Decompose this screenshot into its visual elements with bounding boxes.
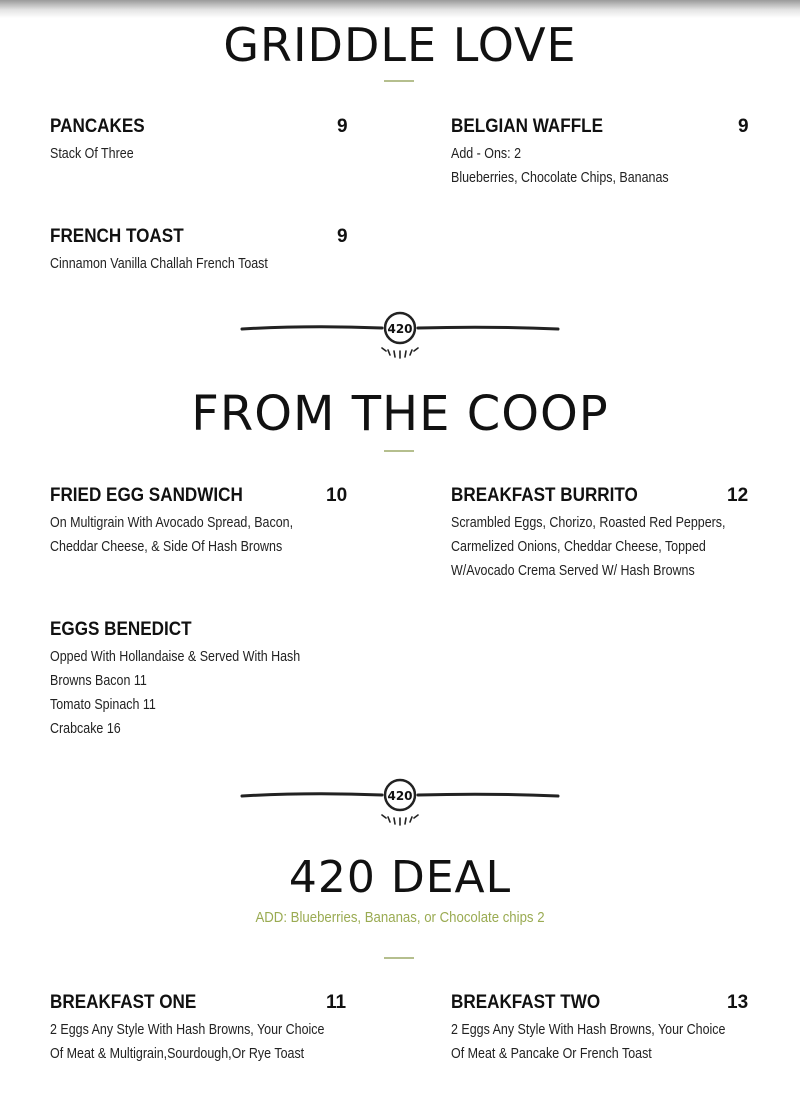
- item-name: BREAKFAST BURRITO: [451, 485, 638, 506]
- section-title-griddle-love: GRIDDLE LOVE: [223, 18, 577, 72]
- item-name: FRENCH TOAST: [50, 226, 184, 247]
- item-name: PANCAKES: [50, 116, 145, 137]
- item-price: 9: [337, 116, 348, 137]
- divider-badge-text: 420: [387, 789, 413, 803]
- section-title-420-deal: 420 DEAL: [288, 852, 512, 903]
- item-name: BREAKFAST TWO: [451, 992, 601, 1013]
- item-name: BELGIAN WAFFLE: [451, 116, 604, 137]
- item-name: FRIED EGG SANDWICH: [50, 485, 243, 506]
- section-divider-ornament: [240, 777, 560, 827]
- item-price: 9: [738, 116, 749, 137]
- item-description: [50, 511, 308, 559]
- add-ons-note: ADD: Blueberries, Bananas, or Chocolate chips 2: [255, 909, 545, 926]
- description-line: Tomato Spinach 11: [50, 697, 156, 713]
- description-line: Scrambled Eggs, Chorizo, Roasted Red Peppers,: [451, 515, 726, 531]
- item-description: [50, 252, 308, 276]
- item-price: 9: [337, 226, 348, 247]
- description-line: Of Meat & Multigrain,Sourdough,Or Rye Toast: [50, 1046, 305, 1062]
- item-price: 12: [727, 485, 749, 506]
- description-line: Cheddar Cheese, & Side Of Hash Browns: [50, 539, 283, 555]
- item-price: 13: [727, 992, 749, 1013]
- item-description: [50, 1018, 325, 1066]
- title-underline: [384, 80, 414, 82]
- description-line: 2 Eggs Any Style With Hash Browns, Your Choice: [50, 1022, 325, 1038]
- description-line: Crabcake 16: [50, 721, 121, 737]
- item-name: EGGS BENEDICT: [50, 619, 192, 640]
- section-divider-ornament: [240, 310, 560, 360]
- item-description: [451, 511, 726, 583]
- description-line: Of Meat & Pancake Or French Toast: [451, 1046, 652, 1062]
- menu-item-breakfast-burrito: [451, 485, 751, 583]
- title-underline: [384, 957, 414, 959]
- description-line: Cinnamon Vanilla Challah French Toast: [50, 256, 268, 272]
- section-title-from-the-coop: FROM THE COOP: [191, 386, 609, 442]
- menu-item-belgian-waffle: [451, 116, 751, 190]
- menu-item-pancakes: [50, 116, 350, 166]
- description-line: W/Avocado Crema Served W/ Hash Browns: [451, 563, 695, 579]
- description-line: On Multigrain With Avocado Spread, Bacon,: [50, 515, 294, 531]
- description-line: Stack Of Three: [50, 146, 134, 162]
- item-price: 11: [326, 992, 347, 1013]
- description-line: Browns Bacon 11: [50, 673, 147, 689]
- item-description: [451, 142, 709, 190]
- menu-item-french-toast: [50, 226, 350, 276]
- description-line: Carmelized Onions, Cheddar Cheese, Topped: [451, 539, 706, 555]
- menu-item-eggs-benedict: [50, 619, 350, 741]
- menu-item-breakfast-one: [50, 992, 350, 1066]
- top-shadow-bar: [0, 0, 800, 18]
- description-line: Blueberries, Chocolate Chips, Bananas: [451, 170, 669, 186]
- menu-item-breakfast-two: [451, 992, 751, 1066]
- description-line: Opped With Hollandaise & Served With Hash: [50, 649, 301, 665]
- description-line: 2 Eggs Any Style With Hash Browns, Your Choice: [451, 1022, 726, 1038]
- title-underline: [384, 450, 414, 452]
- item-description: [451, 1018, 726, 1066]
- item-name: BREAKFAST ONE: [50, 992, 197, 1013]
- description-line: Add - Ons: 2: [451, 146, 522, 162]
- item-description: [50, 142, 308, 166]
- divider-badge-text: 420: [387, 322, 413, 336]
- item-description: [50, 645, 308, 741]
- menu-item-fried-egg-sandwich: [50, 485, 350, 559]
- item-price: 10: [326, 485, 348, 506]
